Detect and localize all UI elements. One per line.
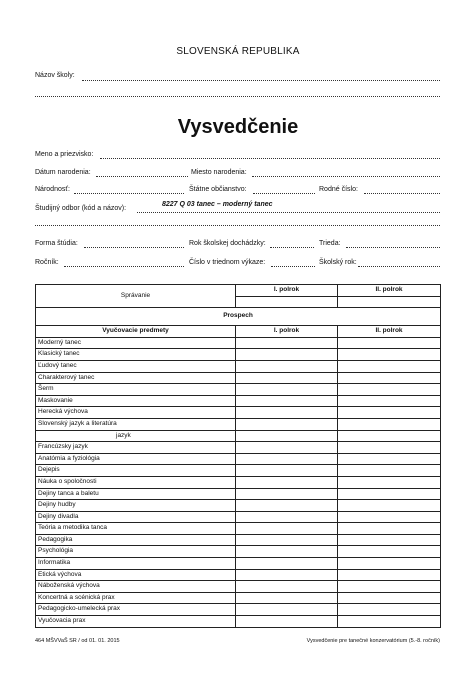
subject-row	[36, 592, 441, 604]
subject-name: Vyučovacia prax	[36, 616, 236, 628]
school-name-line-2	[35, 96, 440, 97]
birth-number-line	[364, 193, 440, 194]
subject-grade-half1[interactable]	[236, 337, 338, 349]
subject-row	[36, 534, 441, 546]
subject-row	[36, 360, 441, 372]
subject-name: Dejepis	[36, 465, 236, 477]
register-number-line	[271, 266, 315, 267]
subject-grade-half1[interactable]	[236, 604, 338, 616]
subject-grade-half2[interactable]	[338, 616, 441, 628]
footer-form-code: 464 MŠVVaŠ SR / od 01. 01. 2015	[35, 638, 120, 644]
half2-header-behavior: II. polrok	[338, 285, 441, 297]
study-field-line	[137, 212, 440, 213]
nationality-label: Národnosť:	[35, 186, 70, 193]
study-form-label: Forma štúdia:	[35, 240, 78, 247]
birth-place-label: Miesto narodenia:	[191, 169, 247, 176]
subject-name: Koncertná a scénická prax	[36, 592, 236, 604]
subject-name: jazyk	[36, 430, 236, 442]
subject-grade-half2[interactable]	[338, 360, 441, 372]
birth-date-line	[96, 176, 188, 177]
subject-grade-half1[interactable]	[236, 349, 338, 361]
register-number-label: Číslo v triednom výkaze:	[189, 259, 266, 266]
subject-name: Dejiny tanca a baletu	[36, 488, 236, 500]
name-line	[100, 158, 440, 159]
subject-row	[36, 442, 441, 454]
subject-grade-half1[interactable]	[236, 616, 338, 628]
subject-row	[36, 581, 441, 593]
subject-row	[36, 372, 441, 384]
school-name-label: Názov školy:	[35, 72, 75, 79]
results-heading-row	[36, 308, 441, 326]
subject-row	[36, 523, 441, 535]
subject-name: Herecká výchova	[36, 407, 236, 419]
subject-grade-half2[interactable]	[338, 523, 441, 535]
subject-grade-half2[interactable]	[338, 604, 441, 616]
study-field-line-2	[35, 225, 440, 226]
attendance-year-line	[270, 247, 314, 248]
subject-grade-half1[interactable]	[236, 511, 338, 523]
subject-grade-half1[interactable]	[236, 442, 338, 454]
subject-row	[36, 476, 441, 488]
subject-row	[36, 337, 441, 349]
citizenship-line	[253, 193, 315, 194]
subject-name: Šerm	[36, 384, 236, 396]
subject-grade-half2[interactable]	[338, 453, 441, 465]
birth-place-line	[252, 176, 440, 177]
subject-grade-half2[interactable]	[338, 581, 441, 593]
subject-grade-half2[interactable]	[338, 500, 441, 512]
subject-grade-half2[interactable]	[338, 442, 441, 454]
subject-grade-half2[interactable]	[338, 384, 441, 396]
subject-name: Maskovanie	[36, 395, 236, 407]
name-label: Meno a priezvisko:	[35, 151, 94, 158]
birth-date-label: Dátum narodenia:	[35, 169, 91, 176]
subject-name: Ľudový tanec	[36, 360, 236, 372]
subject-name: Klasický tanec	[36, 349, 236, 361]
subject-name: Náboženská výchova	[36, 581, 236, 593]
subject-row	[36, 500, 441, 512]
subject-row	[36, 395, 441, 407]
subject-grade-half1[interactable]	[236, 500, 338, 512]
subject-grade-half2[interactable]	[338, 407, 441, 419]
subject-row	[36, 488, 441, 500]
certificate-title: Vysvedčenie	[177, 116, 299, 138]
subject-row	[36, 418, 441, 430]
grade-year-line	[64, 266, 184, 267]
subject-grade-half1[interactable]	[236, 546, 338, 558]
country-heading: SLOVENSKÁ REPUBLIKA	[176, 46, 300, 57]
subject-row	[36, 604, 441, 616]
subject-grade-half2[interactable]	[338, 372, 441, 384]
subject-name: Charakterový tanec	[36, 372, 236, 384]
footer-form-name: Vysvedčenie pre tanečné konzervatórium (5.-8. ročník)	[306, 638, 440, 644]
half2-header: II. polrok	[338, 326, 441, 338]
subject-name: Anatómia a fyziológia	[36, 453, 236, 465]
subject-name: Francúzsky jazyk	[36, 442, 236, 454]
subject-grade-half1[interactable]	[236, 372, 338, 384]
school-name-line	[82, 80, 440, 81]
subject-name: Dejiny hudby	[36, 500, 236, 512]
subject-row	[36, 558, 441, 570]
grades-table-wrap	[35, 284, 440, 628]
subject-row	[36, 546, 441, 558]
birth-number-label: Rodné číslo:	[319, 186, 358, 193]
study-field-label: Študijný odbor (kód a názov):	[35, 205, 127, 212]
half1-header: I. polrok	[236, 326, 338, 338]
grade-year-label: Ročník:	[35, 259, 59, 266]
behavior-half2-cell[interactable]	[338, 296, 441, 308]
study-field-value: 8227 Q 03 tanec – moderný tanec	[162, 201, 273, 208]
subject-name: Dejiny divadla	[36, 511, 236, 523]
subject-name: Psychológia	[36, 546, 236, 558]
subject-grade-half2[interactable]	[338, 569, 441, 581]
subjects-header-row	[36, 326, 441, 338]
subject-name: Etická výchova	[36, 569, 236, 581]
subject-grade-half1[interactable]	[236, 558, 338, 570]
subject-row	[36, 384, 441, 396]
subject-grade-half2[interactable]	[338, 546, 441, 558]
subject-grade-half1[interactable]	[236, 430, 338, 442]
subject-grade-half1[interactable]	[236, 453, 338, 465]
subject-name: Teória a metodika tanca	[36, 523, 236, 535]
subject-grade-half1[interactable]	[236, 384, 338, 396]
subject-grade-half1[interactable]	[236, 592, 338, 604]
subject-name: Pedagogika	[36, 534, 236, 546]
school-year-label: Školský rok:	[319, 259, 357, 266]
subject-name: Pedagogicko-umelecká prax	[36, 604, 236, 616]
subject-grade-half1[interactable]	[236, 534, 338, 546]
class-line	[346, 247, 440, 248]
subject-grade-half1[interactable]	[236, 465, 338, 477]
subject-name: Informatika	[36, 558, 236, 570]
nationality-line	[74, 193, 184, 194]
subject-grade-half2[interactable]	[338, 592, 441, 604]
subject-row	[36, 616, 441, 628]
behavior-half1-cell[interactable]	[236, 296, 338, 308]
subject-grade-half1[interactable]	[236, 488, 338, 500]
results-heading: Prospech	[36, 308, 441, 326]
subject-name: Slovenský jazyk a literatúra	[36, 418, 236, 430]
subject-grade-half2[interactable]	[338, 476, 441, 488]
subject-row	[36, 349, 441, 361]
subject-name: Moderný tanec	[36, 337, 236, 349]
subject-grade-half1[interactable]	[236, 418, 338, 430]
subject-row	[36, 511, 441, 523]
behavior-label: Správanie	[36, 285, 236, 308]
subject-grade-half1[interactable]	[236, 523, 338, 535]
subject-grade-half2[interactable]	[338, 395, 441, 407]
grades-table	[35, 284, 441, 628]
subjects-heading: Vyučovacie predmety	[36, 326, 236, 338]
subject-row	[36, 453, 441, 465]
subject-grade-half2[interactable]	[338, 558, 441, 570]
subject-grade-half2[interactable]	[338, 534, 441, 546]
subject-grade-half1[interactable]	[236, 581, 338, 593]
attendance-year-label: Rok školskej dochádzky:	[189, 240, 266, 247]
subject-grade-half2[interactable]	[338, 465, 441, 477]
subject-grade-half1[interactable]	[236, 476, 338, 488]
class-label: Trieda:	[319, 240, 341, 247]
subject-grade-half1[interactable]	[236, 360, 338, 372]
subject-row	[36, 465, 441, 477]
subject-row	[36, 569, 441, 581]
subject-grade-half2[interactable]	[338, 488, 441, 500]
school-year-line	[358, 266, 440, 267]
behavior-row-header	[36, 285, 441, 297]
study-form-line	[84, 247, 184, 248]
subject-grade-half2[interactable]	[338, 418, 441, 430]
half1-header-behavior: I. polrok	[236, 285, 338, 297]
subject-grade-half1[interactable]	[236, 569, 338, 581]
subject-name: Náuka o spoločnosti	[36, 476, 236, 488]
subject-grade-half1[interactable]	[236, 407, 338, 419]
subject-row	[36, 430, 441, 442]
subject-row	[36, 407, 441, 419]
subject-grade-half2[interactable]	[338, 511, 441, 523]
subject-grade-half2[interactable]	[338, 349, 441, 361]
subject-grade-half2[interactable]	[338, 430, 441, 442]
citizenship-label: Štátne občianstvo:	[189, 186, 247, 193]
subject-grade-half2[interactable]	[338, 337, 441, 349]
subject-grade-half1[interactable]	[236, 395, 338, 407]
